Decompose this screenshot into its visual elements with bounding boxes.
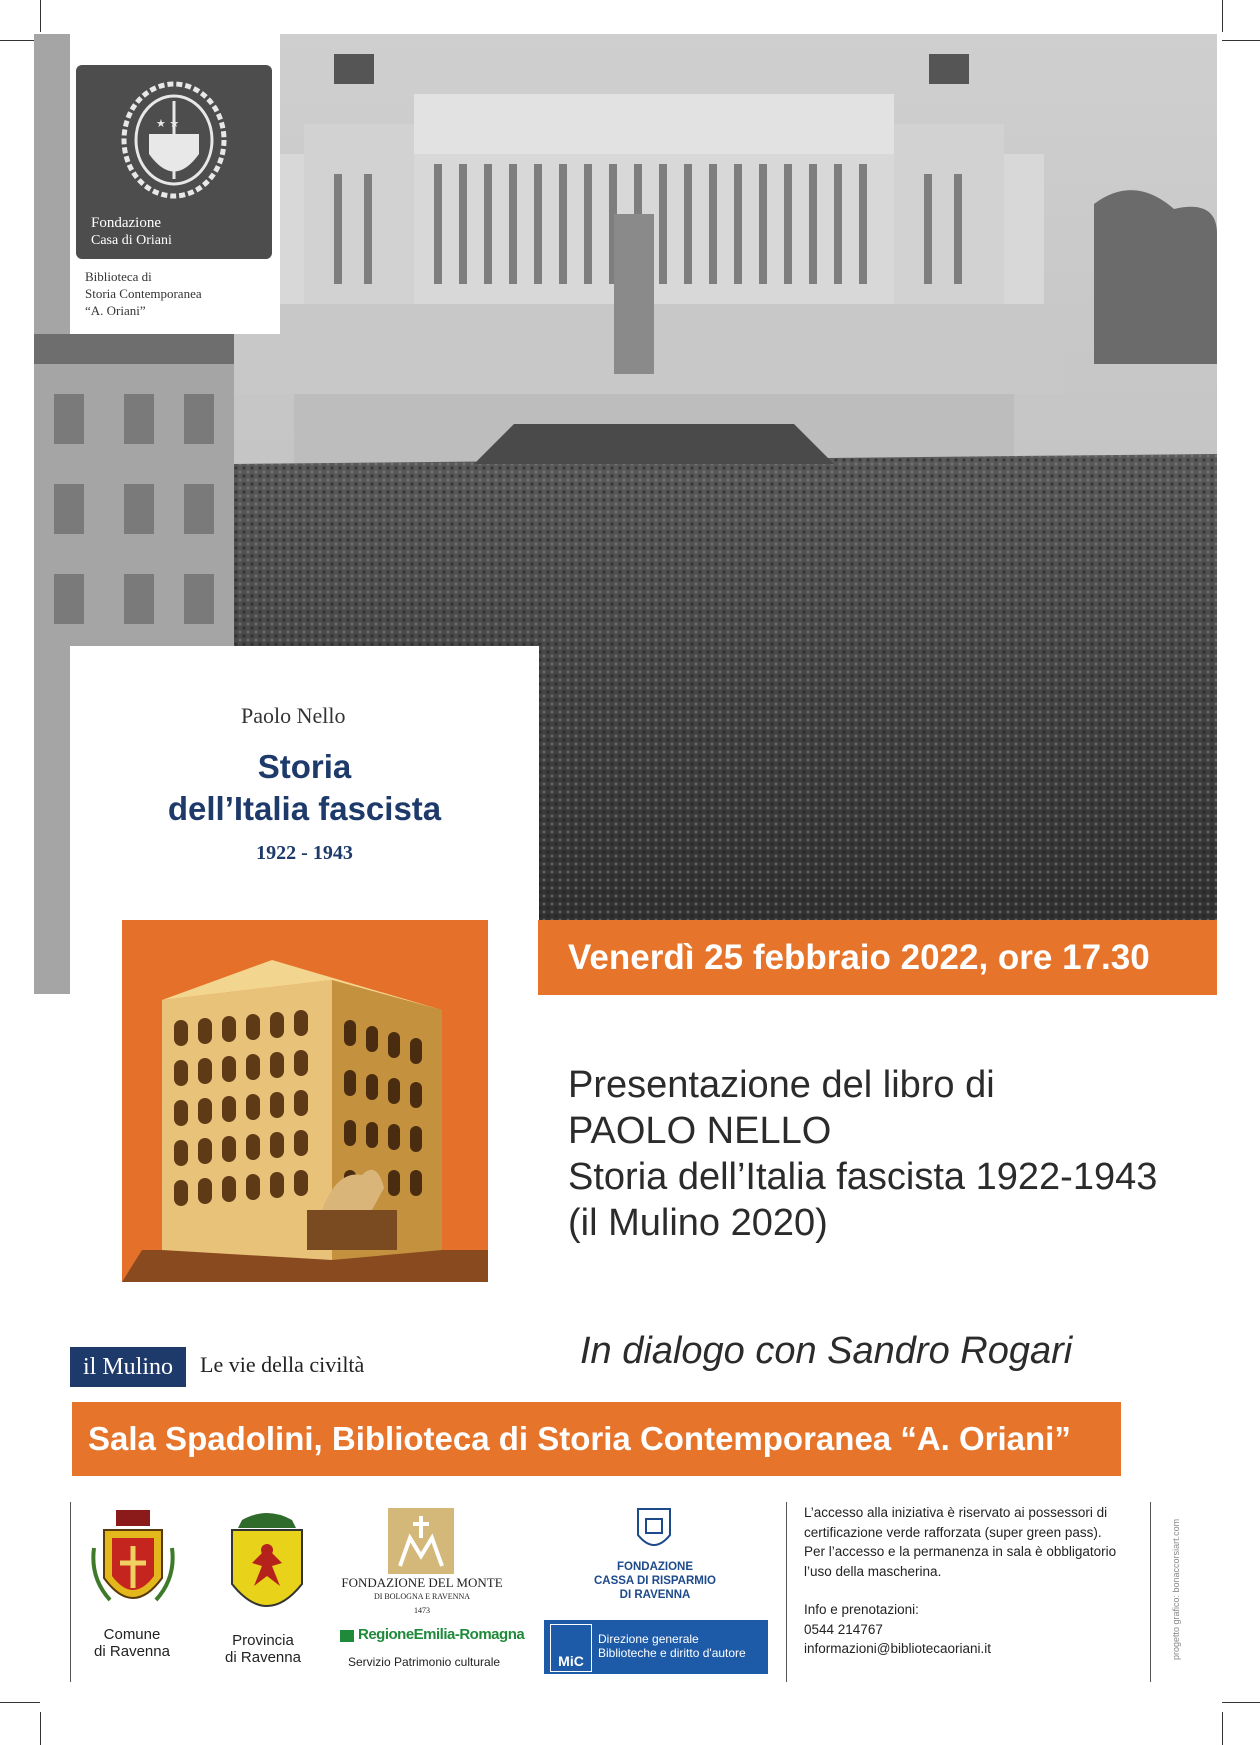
provincia-ravenna-crest-icon [222,1508,312,1626]
presentation-line: Presentazione del libro di [568,1064,995,1106]
fondazione-name-line2: Casa di Oriani [91,233,172,248]
crop-mark [40,0,41,32]
provincia-label [210,1632,316,1666]
il-mulino-logo: il Mulino [70,1347,186,1387]
crop-mark [1222,40,1260,41]
fondazione-name-line1: Fondazione [91,215,161,231]
fondazione-monte-text [330,1576,514,1618]
venue-banner [72,1402,1121,1476]
svg-text:★ ★: ★ ★ [156,117,180,130]
regione-name: RegioneEmilia-Romagna [358,1626,525,1643]
contact-phone[interactable]: 0544 214767 [804,1621,883,1637]
book-title-line1: Storia [257,748,352,785]
fondazione-logo-box [70,34,280,334]
cassa-line: DI RAVENNA [619,1589,691,1601]
presentation-line: PAOLO NELLO [568,1110,832,1152]
crop-mark [1222,1712,1223,1745]
access-info [804,1503,1116,1659]
event-date-banner [538,920,1217,995]
mic-abbr: MiC [550,1624,592,1672]
divider [786,1502,787,1682]
access-line: Per l’accesso e la permanenza in sala è obbligatorio [804,1544,1117,1559]
provincia-label-line: di Ravenna [225,1649,301,1666]
presentation-text [568,1062,1157,1246]
venue-text: Sala Spadolini, Biblioteca di Storia Contemporanea “A. Oriani” [88,1420,1071,1457]
regione-logo [340,1626,525,1646]
mic-logo [544,1620,768,1674]
dialog-line: In dialogo con Sandro Rogari [580,1330,1073,1372]
provincia-label-line: Provincia [232,1632,294,1649]
fondazione-monte-year: 1473 [414,1606,430,1615]
regione-sub: Servizio Patrimonio culturale [347,1655,501,1669]
cassa-line: CASSA DI RISPARMIO [593,1575,717,1587]
crop-mark [1222,1702,1260,1703]
divider [70,1502,71,1682]
il-mulino-tagline: Le vie della civiltà [200,1352,365,1377]
access-line: L’accesso alla iniziativa è riservato ai possessori di [804,1505,1108,1520]
cassa-risparmio-crest-icon [634,1505,674,1553]
fondazione-logo [76,65,272,259]
mic-text [598,1632,746,1660]
contact-title: Info e prenotazioni: [804,1602,919,1617]
fondazione-monte-logo-icon [388,1508,454,1574]
access-line: certificazione verde rafforzata (super green pass). [804,1524,1102,1540]
presentation-line: (il Mulino 2020) [568,1202,828,1244]
fondazione-monte-name: FONDAZIONE DEL MONTE [341,1575,503,1590]
fondazione-monte-sub: DI BOLOGNA E RAVENNA [373,1592,471,1601]
divider [1150,1502,1151,1682]
library-line: Storia Contemporanea [85,286,202,301]
mic-line: Biblioteche e diritto d'autore [598,1646,746,1660]
crop-mark [0,1702,40,1703]
comune-label [80,1626,184,1660]
book-cover-illustration [122,920,488,1282]
book-title-line2: dell’Italia fascista [167,790,442,827]
crop-mark [1222,0,1223,32]
presentation-line: Storia dell’Italia fascista 1922-1943 [568,1156,1158,1198]
cassa-risparmio-text [570,1560,740,1602]
cassa-line: FONDAZIONE [616,1561,694,1573]
mic-line: Direzione generale [598,1632,699,1646]
comune-label-line: Comune [103,1626,161,1643]
access-line: l’uso della mascherina. [804,1563,942,1579]
crop-mark [40,1712,41,1745]
design-credit: progetto grafico: bonaccorsiart.com [1171,1518,1181,1660]
fondazione-emblem-icon [119,79,229,201]
comune-ravenna-crest-icon [90,1508,176,1620]
library-name [85,268,202,319]
contact-email[interactable]: informazioni@bibliotecaoriani.it [804,1641,992,1656]
library-line: “A. Oriani” [85,303,146,318]
book-years: 1922 - 1943 [256,842,353,864]
event-date: Venerdì 25 febbraio 2022, ore 17.30 [568,938,1150,977]
comune-label-line: di Ravenna [94,1643,170,1660]
library-line: Biblioteca di [85,269,152,284]
regione-flag-icon [340,1630,354,1642]
book-author: Paolo Nello [241,703,346,728]
